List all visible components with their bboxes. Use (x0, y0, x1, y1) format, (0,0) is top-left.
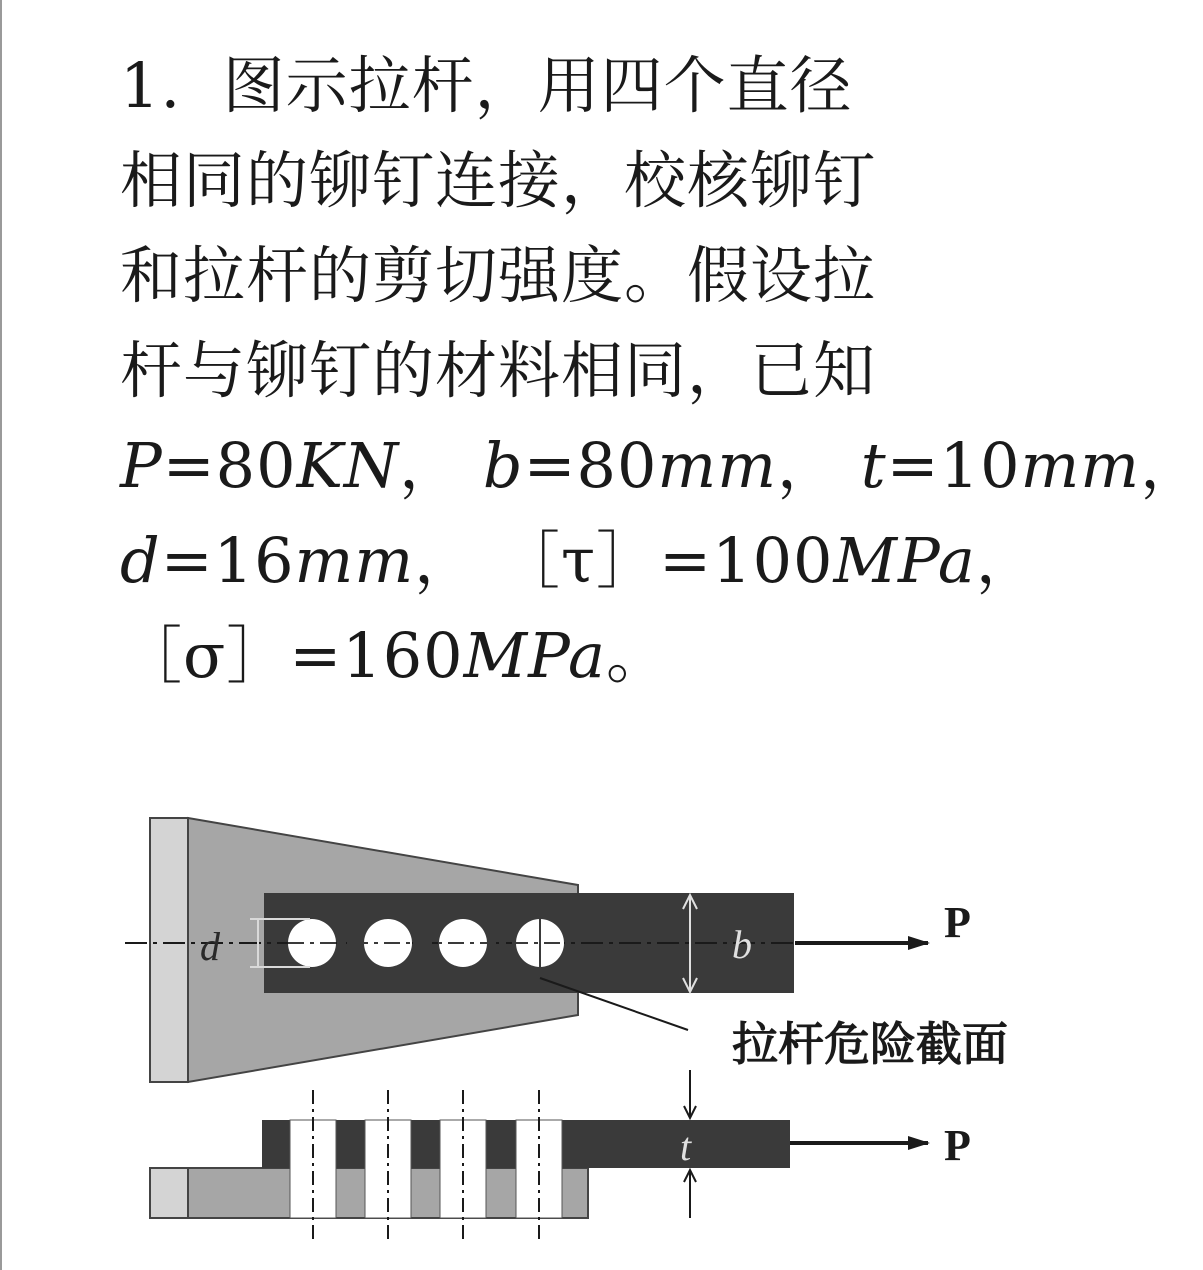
separator: ， (975, 524, 1039, 597)
param-P-value: =80 (162, 429, 297, 502)
problem-line-1-text: 图示拉杆，用四个直径 (222, 49, 853, 122)
param-d-value: =16 (160, 524, 295, 597)
label-t: t (680, 1124, 692, 1169)
separator: ， (777, 429, 841, 502)
label-b: b (732, 922, 752, 967)
param-t-symbol: t (860, 429, 887, 502)
param-b-unit: mm (657, 429, 778, 502)
param-tau-unit: MPa (833, 524, 976, 597)
separator: ， (399, 429, 463, 502)
param-tau: ［τ］=100 (497, 524, 834, 597)
param-t-value: =10 (886, 429, 1021, 502)
params-line-1 (120, 418, 1203, 513)
param-d-unit: mm (294, 524, 415, 597)
param-b-value: =80 (523, 429, 658, 502)
separator: ， (1140, 429, 1203, 502)
param-P-unit: KN (296, 429, 400, 502)
param-d-symbol: d (120, 524, 161, 597)
param-sigma-unit: MPa (463, 619, 607, 692)
problem-line-2: 相同的铆钉连接，校核铆钉 (120, 144, 877, 217)
label-P-bottom: P (944, 1121, 971, 1170)
riveted-rod-diagram (0, 760, 1080, 1270)
fixed-support-side (150, 1168, 188, 1218)
critical-section-label: 拉杆危险截面 (732, 1017, 1008, 1071)
label-d: d (200, 924, 220, 969)
problem-text (120, 38, 1203, 703)
param-P-symbol: P (120, 429, 163, 502)
param-b-symbol: b (482, 429, 524, 502)
params-line-3 (120, 608, 920, 703)
separator: ， (414, 524, 478, 597)
problem-line-1 (120, 38, 920, 133)
problem-number: 1. (120, 49, 182, 122)
sentence-end: 。 (606, 619, 670, 692)
fixed-support-top (150, 818, 188, 1082)
problem-line-3: 和拉杆的剪切强度。假设拉 (120, 239, 877, 312)
param-t-unit: mm (1020, 429, 1141, 502)
param-sigma: ［σ］=160 (120, 619, 464, 692)
label-P-top: P (944, 898, 971, 947)
problem-line-4: 杆与铆钉的材料相同，已知 (120, 334, 877, 407)
params-line-2 (120, 513, 1039, 608)
